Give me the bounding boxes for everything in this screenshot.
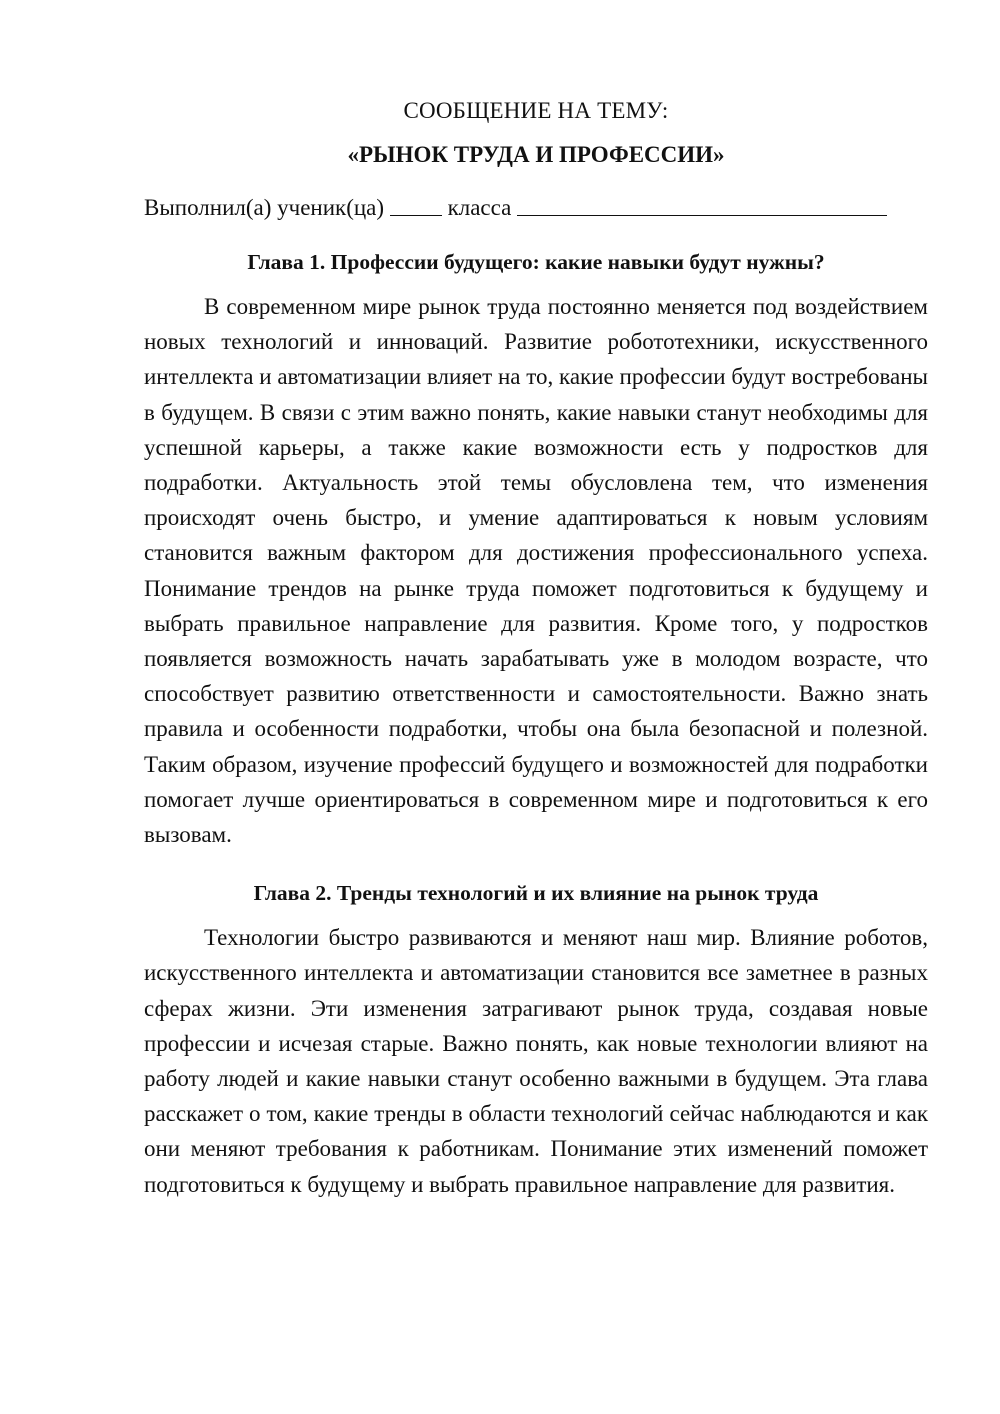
document-subtitle: «РЫНОК ТРУДА И ПРОФЕССИИ» — [347, 142, 725, 167]
chapter-1-paragraph: В современном мире рынок труда постоянно меняется под воздействием новых технологий и инноваций. Развитие робототехники, искусственного интеллекта и автоматизации влияет на то, какие профессии будут востребованы в будущем. В связи с этим важно понять, какие навыки станут необходимы для успешной карьеры, а также какие возможности есть у подростков для подработки. Актуальность этой темы обусловлена тем, что изменения происходят очень быстро, и умение адаптироваться к новым условиям становится важным фактором для достижения профессионального успеха. Понимание трендов на рынке труда поможет подготовиться к будущему и выбрать правильное направление для развития. Кроме того, у подростков появляется возможность начать зарабатывать уже в молодом возрасте, что способствует развитию ответственности и самостоятельности. Важно знать правила и особенности подработки, чтобы она была безопасной и полезной. Таким образом, изучение профессий будущего и возможностей для подработки помогает лучше ориентироваться в современном мире и подготовиться к его вызовам. — [144, 294, 928, 848]
author-label: Выполнил(а) ученик(ца) — [144, 195, 385, 220]
document-body — [144, 96, 928, 1202]
class-blank — [517, 193, 887, 216]
chapter-2-heading: Глава 2. Тренды технологий и их влияние на рынок труда — [253, 881, 819, 906]
class-label: класса — [447, 195, 512, 220]
chapter-2-paragraph: Технологии быстро развиваются и меняют наш мир. Влияние роботов, искусственного интеллекта и автоматизации становится все заметнее в разных сферах жизни. Эти изменения затрагивают рынок труда, создавая новые профессии и исчезая старые. Важно понять, как новые технологии влияют на работу людей и какие навыки станут особенно важными в будущем. Эта глава расскажет о том, какие тренды в области технологий сейчас наблюдаются и как они меняют требования к работникам. Понимание этих изменений поможет подготовиться к будущему и выбрать правильное направление для развития. — [144, 925, 928, 1197]
student-name-blank — [390, 193, 442, 216]
author-line — [144, 192, 928, 223]
document-title: СООБЩЕНИЕ НА ТЕМУ: — [403, 98, 669, 123]
chapter-1-heading: Глава 1. Профессии будущего: какие навыки будут нужны? — [247, 250, 825, 274]
